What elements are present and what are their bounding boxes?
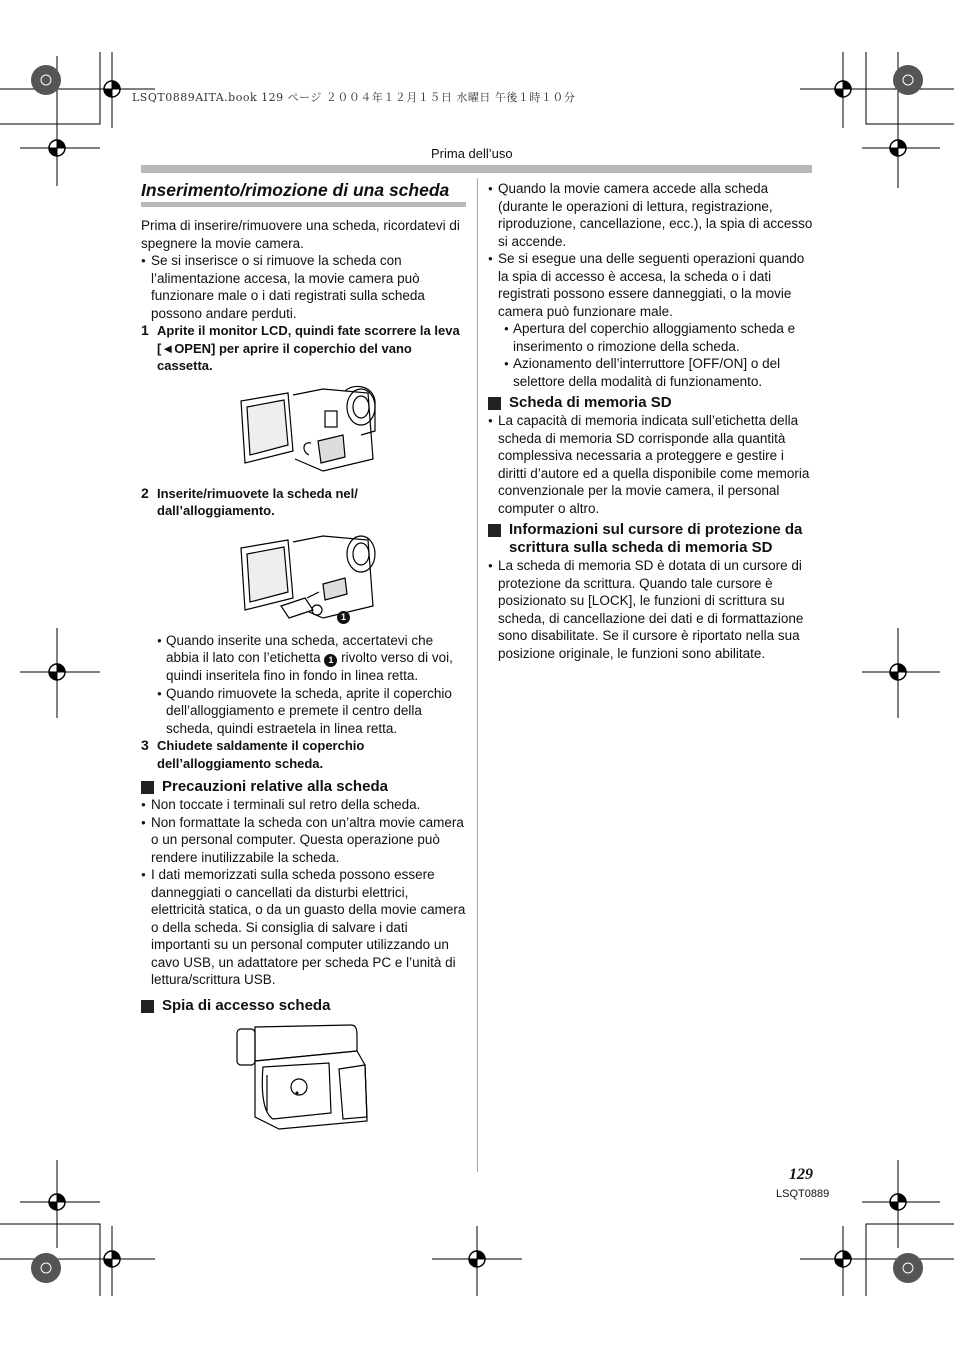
step-2-bullet-1-text-a: Quando inserite una scheda, accertatevi che abbia il lato con l’etichetta (166, 632, 434, 665)
step-1 (141, 322, 466, 375)
print-header: LSQT0889AITA.book 129 ページ ２００４年１２月１５日 水曜日 午後１時１０分 (132, 91, 576, 104)
section-title: Inserimento/rimozione di una scheda (141, 180, 450, 200)
precaution-item: ● I dati memorizzati sulla scheda possono essere danneggiati o cancellati da disturbi elettrici, elettricità statica, o da un guasto della movie camera o della scheda. Si consiglia di salvare i dati importanti su un personal computer utilizzando un cavo USB, un adattatore per scheda PC e l’unità di lettura/scrittura USB. (141, 866, 466, 989)
running-head: Prima dell’uso (431, 146, 513, 161)
precaution-item: ● Non formattate la scheda con un’altra movie camera o un personal computer. Questa operazione può rendere inutilizzabile la scheda. (141, 814, 466, 867)
left-column (141, 180, 466, 1135)
write-protect-bullet: ● La scheda di memoria SD è dotata di un cursore di protezione da scrittura. Quando tale cursore è posizionato su [LOCK], le funzioni di scrittura su scheda, di cancellazione dei dati e di formattazione sono disabilitate. Se il cursore è riportato nella sua posizione originale, le funzioni sono abilitate. (488, 557, 813, 662)
figure-open-lcd (233, 381, 383, 479)
page-number: 129 (789, 1166, 813, 1183)
step-number: 2 (141, 484, 149, 501)
figure-insert-card (233, 528, 383, 628)
callout-marker: 1 (324, 654, 337, 667)
heading-spia: Spia di accesso scheda (141, 997, 466, 1015)
column-divider (477, 178, 478, 1172)
step-2-bullet-1 (141, 632, 466, 685)
step-1-text: Aprite il monitor LCD, quindi fate scorrere la leva [◄OPEN] per aprire il coperchio del vano cassetta. (157, 323, 460, 373)
callout-marker: 1 (337, 611, 350, 624)
heading-sd: Scheda di memoria SD (488, 394, 813, 412)
page-code: LSQT0889 (776, 1188, 830, 1200)
access-sub-2: ● Azionamento dell’interruttore [OFF/ON] o del selettore della modalità di funzionamento. (488, 355, 813, 390)
step-3 (141, 737, 466, 772)
sd-bullet: ● La capacità di memoria indicata sull’etichetta della scheda di memoria SD corrisponde alla quantità complessiva necessaria a proteggere e gestire i diritti d’autore ed a quella disponibile come memoria convenzionale per la movie camera, il personal computer o altro. (488, 412, 813, 517)
right-column (488, 180, 813, 662)
intro-text: Prima di inserire/rimuovere una scheda, ricordatevi di spegnere la movie camera. (141, 218, 460, 251)
access-bullet-1: ● Quando la movie camera accede alla scheda (durante le operazioni di lettura, registrazione, riproduzione, cancellazione, ecc.), la spia di accesso si accende. (488, 180, 813, 250)
intro-bullet: ● Se si inserisce o si rimuove la scheda con l’alimentazione accesa, la movie camera può funzionare male o i dati registrati sulla scheda possono andare perduti. (141, 252, 466, 322)
step-3-text: Chiudete saldamente il coperchio dell’alloggiamento scheda. (157, 738, 365, 771)
heading-precauzioni: Precauzioni relative alla scheda (141, 778, 466, 796)
figure-insert-card-container (141, 520, 466, 632)
header-bar (141, 165, 812, 173)
step-number: 3 (141, 737, 149, 753)
figure-open-cover-container (141, 375, 466, 485)
section-rule (141, 202, 466, 207)
precaution-item: ● Non toccate i terminali sul retro della scheda. (141, 796, 466, 814)
step-2-bullet-1-text-b: rivolto verso di voi, quindi inseritela fino in fondo in linea retta. (166, 650, 453, 683)
heading-write-protect: Informazioni sul cursore di protezione da scrittura sulla scheda di memoria SD (488, 521, 813, 557)
figure-access-lamp (233, 1021, 383, 1133)
access-bullet-2: ● Se si esegue una delle seguenti operazioni quando la spia di accesso è accesa, la scheda o i dati registrati possono essere danneggiati, o la movie camera può funzionare male. (488, 250, 813, 320)
access-sub-1: ● Apertura del coperchio alloggiamento scheda e inserimento o rimozione della scheda. (488, 320, 813, 355)
figure-access-lamp-container (141, 1015, 466, 1135)
step-2-bullet-2: ● Quando rimuovete la scheda, aprite il coperchio dell’alloggiamento e premete il centro della scheda, quindi estraetela in linea retta. (141, 685, 466, 738)
step-2 (141, 485, 466, 520)
step-2-text: Inserite/rimuovete la scheda nel/ dall’alloggiamento. (157, 485, 358, 518)
step-number: 1 (141, 322, 149, 338)
